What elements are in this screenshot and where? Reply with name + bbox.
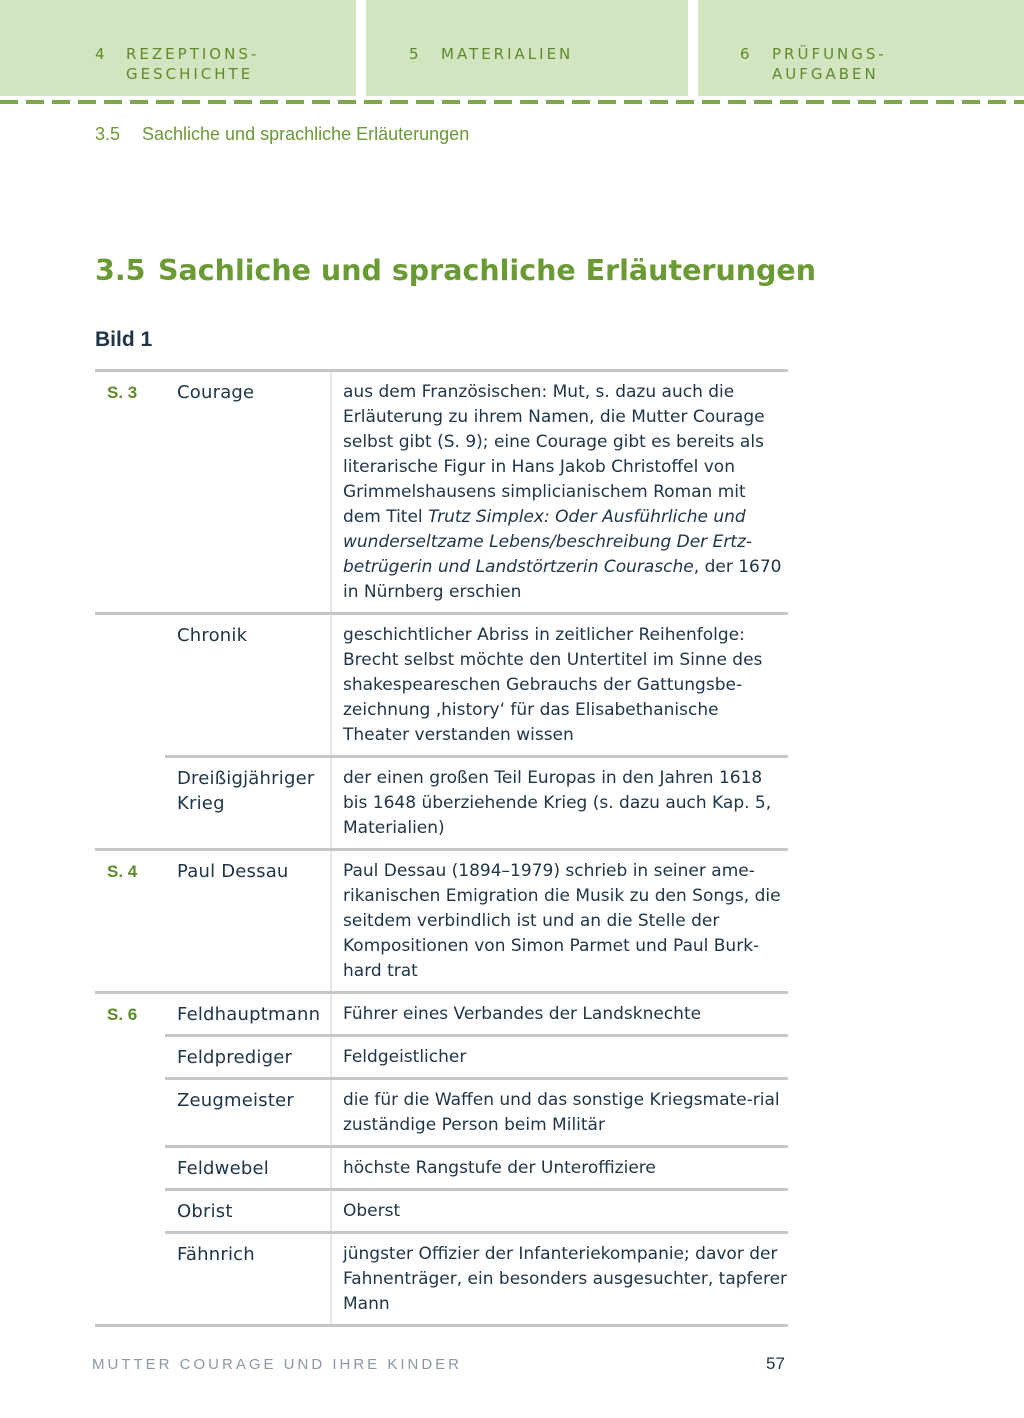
tab-label: MATERIALIEN xyxy=(441,45,574,63)
term: Chronik xyxy=(177,625,248,646)
section-title-text: Sachliche und sprachliche Erläuterungen xyxy=(158,254,817,287)
table-row xyxy=(95,758,788,851)
section-number: 3.5 xyxy=(95,254,146,287)
tab-number: 5 xyxy=(409,45,422,63)
definition: Feldgeistlicher xyxy=(343,1047,467,1067)
chapter-tabs xyxy=(0,0,1024,96)
definition: der einen großen Teil Europas in den Jahren 1618 bis 1648 überziehende Krieg (s. dazu auch Kap. 5, Materialien) xyxy=(343,768,772,838)
table-row xyxy=(95,1037,788,1080)
page-ref: S. 6 xyxy=(107,1005,138,1024)
running-head-number: 3.5 xyxy=(95,124,121,144)
page-ref xyxy=(95,1191,165,1234)
table-row xyxy=(95,994,788,1037)
definition: jüngster Offizier der Infanteriekompanie; davor der Fahnenträger, ein besonders ausgesuchter, tapferer Mann xyxy=(343,1244,788,1314)
tab-rezeptionsgeschichte[interactable] xyxy=(0,0,356,96)
running-head xyxy=(95,124,469,145)
table-row xyxy=(95,1148,788,1191)
table-row xyxy=(95,615,788,758)
definition: Paul Dessau (1894–1979) schrieb in seiner ame-rikanischen Emigration die Musik zu den Songs, die seitdem verbindlich ist und an die Stelle der Kompositionen von Simon Parmet und Paul Burk-hard trat xyxy=(343,861,781,981)
term: Dreißigjähriger Krieg xyxy=(177,768,315,814)
term: Fähnrich xyxy=(177,1244,255,1265)
page-number: 57 xyxy=(766,1354,785,1373)
table-row xyxy=(95,1234,788,1327)
definition: geschichtlicher Abriss in zeitlicher Reihenfolge: Brecht selbst möchte den Untertitel im Sinne des shakespeareschen Gebrauchs der Gattungsbe-zeichnung ‚history‘ für das Elisabethanische Theater verstanden wissen xyxy=(343,625,763,745)
term: Feldhauptmann xyxy=(177,1004,321,1025)
tab-label: REZEPTIONS- GESCHICHTE xyxy=(126,45,260,83)
tab-number: 4 xyxy=(95,45,108,63)
definition: die für die Waffen und das sonstige Kriegsmate-rial zuständige Person beim Militär xyxy=(343,1090,780,1135)
definition: Führer eines Verbandes der Landsknechte xyxy=(343,1004,702,1024)
table-row xyxy=(95,1191,788,1234)
table-row xyxy=(95,851,788,994)
tab-pruefungsaufgaben[interactable] xyxy=(698,0,1024,96)
page-ref xyxy=(95,1148,165,1191)
page-ref: S. 4 xyxy=(107,862,138,881)
definition: aus dem Französischen: Mut, s. dazu auch die Erläuterung zu ihrem Namen, die Mutter Courage selbst gibt (S. 9); eine Courage gibt es bereits als literarische Figur in Hans Jakob Christoffel von Grimmelshausens simplicianischem Roman mit dem Titel Trutz Simplex: Oder Ausführliche und wunderseltzame Lebens/beschreibung Der Ertz-betrügerin und Landstörtzerin Courasche, der 1670 in Nürnberg erschien xyxy=(343,382,782,602)
tab-label: PRÜFUNGS- AUFGABEN xyxy=(772,45,887,83)
table-row xyxy=(95,372,788,615)
book-title-italic: Trutz Simplex: Oder Ausführliche und wunderseltzame Lebens/beschreibung Der Ertz-betrügerin und Landstörtzerin Courasche xyxy=(343,507,753,577)
page-ref xyxy=(95,1234,165,1327)
tab-materialien[interactable] xyxy=(366,0,688,96)
page-ref xyxy=(95,758,165,851)
dashed-divider xyxy=(0,100,1024,104)
page-ref xyxy=(95,1037,165,1080)
glossary-table xyxy=(95,369,788,1327)
term: Feldwebel xyxy=(177,1158,269,1179)
page-ref: S. 3 xyxy=(107,383,138,402)
definition: Oberst xyxy=(343,1201,401,1221)
term: Obrist xyxy=(177,1201,233,1222)
subheading: Bild 1 xyxy=(95,328,153,351)
footer-book-title: MUTTER COURAGE UND IHRE KINDER xyxy=(92,1356,463,1373)
tab-number: 6 xyxy=(740,45,753,63)
table-row xyxy=(95,1080,788,1148)
term: Courage xyxy=(177,382,255,403)
section-title xyxy=(95,254,816,287)
term: Zeugmeister xyxy=(177,1090,294,1111)
running-head-text: Sachliche und sprachliche Erläuterungen xyxy=(142,124,470,144)
definition: höchste Rangstufe der Unteroffiziere xyxy=(343,1158,656,1178)
term: Paul Dessau xyxy=(177,861,289,882)
page-ref xyxy=(95,615,165,758)
term: Feldprediger xyxy=(177,1047,293,1068)
page-ref xyxy=(95,1080,165,1148)
